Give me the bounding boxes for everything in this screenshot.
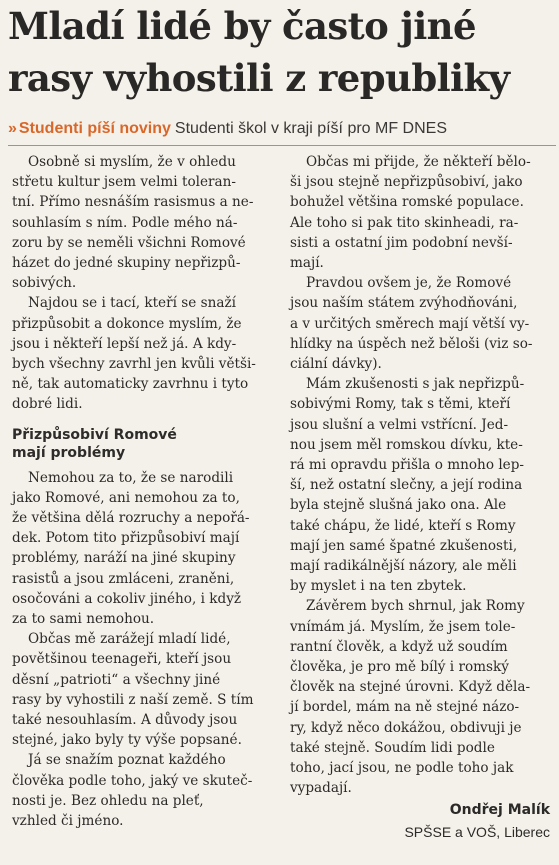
text-line: dek. Potom tito přizpůsobiví mají bbox=[12, 530, 240, 547]
text-line: člověka, je pro mě bílý i romský bbox=[290, 659, 509, 676]
subheading bbox=[12, 426, 277, 462]
paragraph bbox=[290, 596, 555, 798]
text-line: také chápu, že lidé, kteří s Romy bbox=[290, 517, 516, 534]
text-line: tní. Přímo nesnáším rasismus a ne- bbox=[12, 194, 254, 211]
divider bbox=[8, 145, 556, 146]
text-line: děsní „patrioti“ a všechny jiné bbox=[12, 671, 221, 688]
author-name: Ondřej Malík bbox=[449, 802, 550, 818]
text-line: osočováni a cokoliv jiného, i když bbox=[12, 590, 242, 607]
text-line: souhlasím s ním. Podle mého ná- bbox=[12, 214, 238, 231]
text-line: střetu kultur jsem velmi toleran- bbox=[12, 174, 236, 191]
text-line: Závěrem bych shrnul, jak Romy bbox=[306, 598, 525, 615]
text-line: jsou i někteří lepší než já. A kdy- bbox=[12, 335, 237, 352]
paragraph bbox=[290, 152, 555, 273]
text-line: přizpůsobit a dokonce myslím, že bbox=[12, 315, 242, 332]
text-line: ciální dávky). bbox=[290, 356, 382, 373]
text-line: jsou slušní a velmi vstřícní. Jed- bbox=[290, 416, 509, 433]
text-line: vzhled či jméno. bbox=[12, 813, 124, 830]
text-line: mají. bbox=[290, 255, 324, 272]
text-line: jako Romové, ani nemohou za to, bbox=[12, 489, 240, 506]
text-line: bych všechny zavrhl jen kvůli větši- bbox=[12, 356, 256, 373]
paragraph bbox=[12, 293, 277, 414]
text-line: Ale toho si pak tito skinheadi, ra- bbox=[290, 214, 519, 231]
headline bbox=[8, 0, 553, 104]
text-line: ší, než ostatní slečny, a její rodina bbox=[290, 477, 523, 494]
text-line: byla stejně slušná jako ona. Ale bbox=[290, 497, 507, 514]
text-line: vypadají. bbox=[290, 780, 352, 797]
text-line: nou jsem měl romskou dívku, kte- bbox=[290, 436, 523, 453]
text-line: Občas mi přijde, že někteří bělo- bbox=[306, 154, 531, 170]
text-line: sobivých. bbox=[12, 275, 77, 292]
text-line: Občas mě zarážejí mladí lidé, bbox=[28, 631, 231, 648]
text-line: rasy by vyhostili z naší země. S tím bbox=[12, 691, 254, 708]
text-line: člověka podle toho, jaký ve skuteč- bbox=[12, 772, 253, 789]
headline-line: rasy vyhostili z republiky bbox=[8, 56, 510, 100]
paragraph bbox=[12, 152, 277, 293]
text-line: Osobně si myslím, že v ohledu bbox=[28, 154, 236, 170]
text-line: jí bordel, mám na ně stejné názo- bbox=[290, 699, 520, 716]
text-line: ši jsou stejně nepřizpůsobiví, jako bbox=[290, 174, 523, 191]
text-line: ry, když něco dokážou, obdivuji je bbox=[290, 719, 522, 736]
text-line: jsou naším státem zvýhodňováni, bbox=[290, 295, 518, 312]
text-line: a v určitých směrech mají větší vy- bbox=[290, 315, 530, 332]
text-line: rantní člověk, a když už soudím bbox=[290, 638, 508, 655]
text-line: Pravdou ovšem je, že Romové bbox=[306, 275, 512, 292]
text-line: toho, jací jsou, ne podle toho jak bbox=[290, 760, 514, 777]
text-line: vnímám já. Myslím, že jsem tole- bbox=[290, 618, 516, 635]
text-line: nosti je. Bez ohledu na pleť, bbox=[12, 792, 204, 809]
text-line: za to sami nemohou. bbox=[12, 611, 155, 628]
paragraph bbox=[12, 750, 277, 831]
rubric-label: Studenti píší noviny bbox=[18, 120, 171, 137]
right-column bbox=[290, 152, 555, 799]
text-line: Já se snažím poznat každého bbox=[28, 752, 226, 769]
text-line: házet do jedné skupiny nepřizpů- bbox=[12, 255, 241, 272]
text-line: mají jen samé špatné zkušenosti, bbox=[290, 537, 518, 554]
text-line: Najdou se i tací, kteří se snaží bbox=[28, 295, 236, 312]
text-line: hlídky na úspěch než běloši (viz so- bbox=[290, 335, 533, 352]
subheading-line: mají problémy bbox=[12, 444, 126, 461]
kicker bbox=[8, 118, 558, 140]
headline-line: Mladí lidé by často jiné bbox=[8, 4, 476, 48]
text-line: Nemohou za to, že se narodili bbox=[28, 469, 234, 486]
text-line: že většina dělá rozruchy a nepořá- bbox=[12, 510, 250, 527]
text-line: dobré lidi. bbox=[12, 396, 83, 413]
text-line: sobivými Romy, tak s těmi, kteří bbox=[290, 396, 511, 413]
paragraph bbox=[12, 468, 277, 630]
text-line: rá mi opravdu přišla o mnoho lep- bbox=[290, 457, 525, 474]
text-line: zoru by se neměli všichni Romové bbox=[12, 234, 246, 251]
text-line: člověk na stejné úrovni. Když děla- bbox=[290, 679, 531, 696]
text-line: ně, tak automaticky zavrhnu i tyto bbox=[12, 376, 249, 393]
text-line: také nesouhlasím. A důvody jsou bbox=[12, 712, 238, 729]
text-line: povětšinou teenageři, kteří jsou bbox=[12, 651, 232, 668]
text-line: také stejně. Soudím lidi podle bbox=[290, 739, 495, 756]
text-line: Mám zkušenosti s jak nepřizpů- bbox=[306, 376, 525, 393]
double-chevron-icon: » bbox=[8, 120, 15, 137]
text-line: sisti a ostatní jim podobní nevší- bbox=[290, 234, 513, 251]
paragraph bbox=[290, 273, 555, 374]
text-line: rasistů a jsou zmláceni, zraněni, bbox=[12, 570, 235, 587]
text-line: mají radikálnější názory, ale měli bbox=[290, 558, 517, 575]
text-line: bohužel většina romské populace. bbox=[290, 194, 524, 211]
subheading-line: Přizpůsobiví Romové bbox=[12, 426, 177, 443]
text-line: by myslet i na ten zbytek. bbox=[290, 578, 467, 595]
paragraph bbox=[290, 374, 555, 596]
paragraph bbox=[12, 629, 277, 750]
left-column bbox=[12, 152, 277, 831]
text-line: stejné, jako byly ty výše popsané. bbox=[12, 732, 242, 749]
author-school: SPŠSE a VOŠ, Liberec bbox=[404, 824, 550, 840]
text-line: problémy, naráží na jiné skupiny bbox=[12, 550, 236, 567]
kicker-text: Studenti škol v kraji píší pro MF DNES bbox=[174, 120, 448, 137]
